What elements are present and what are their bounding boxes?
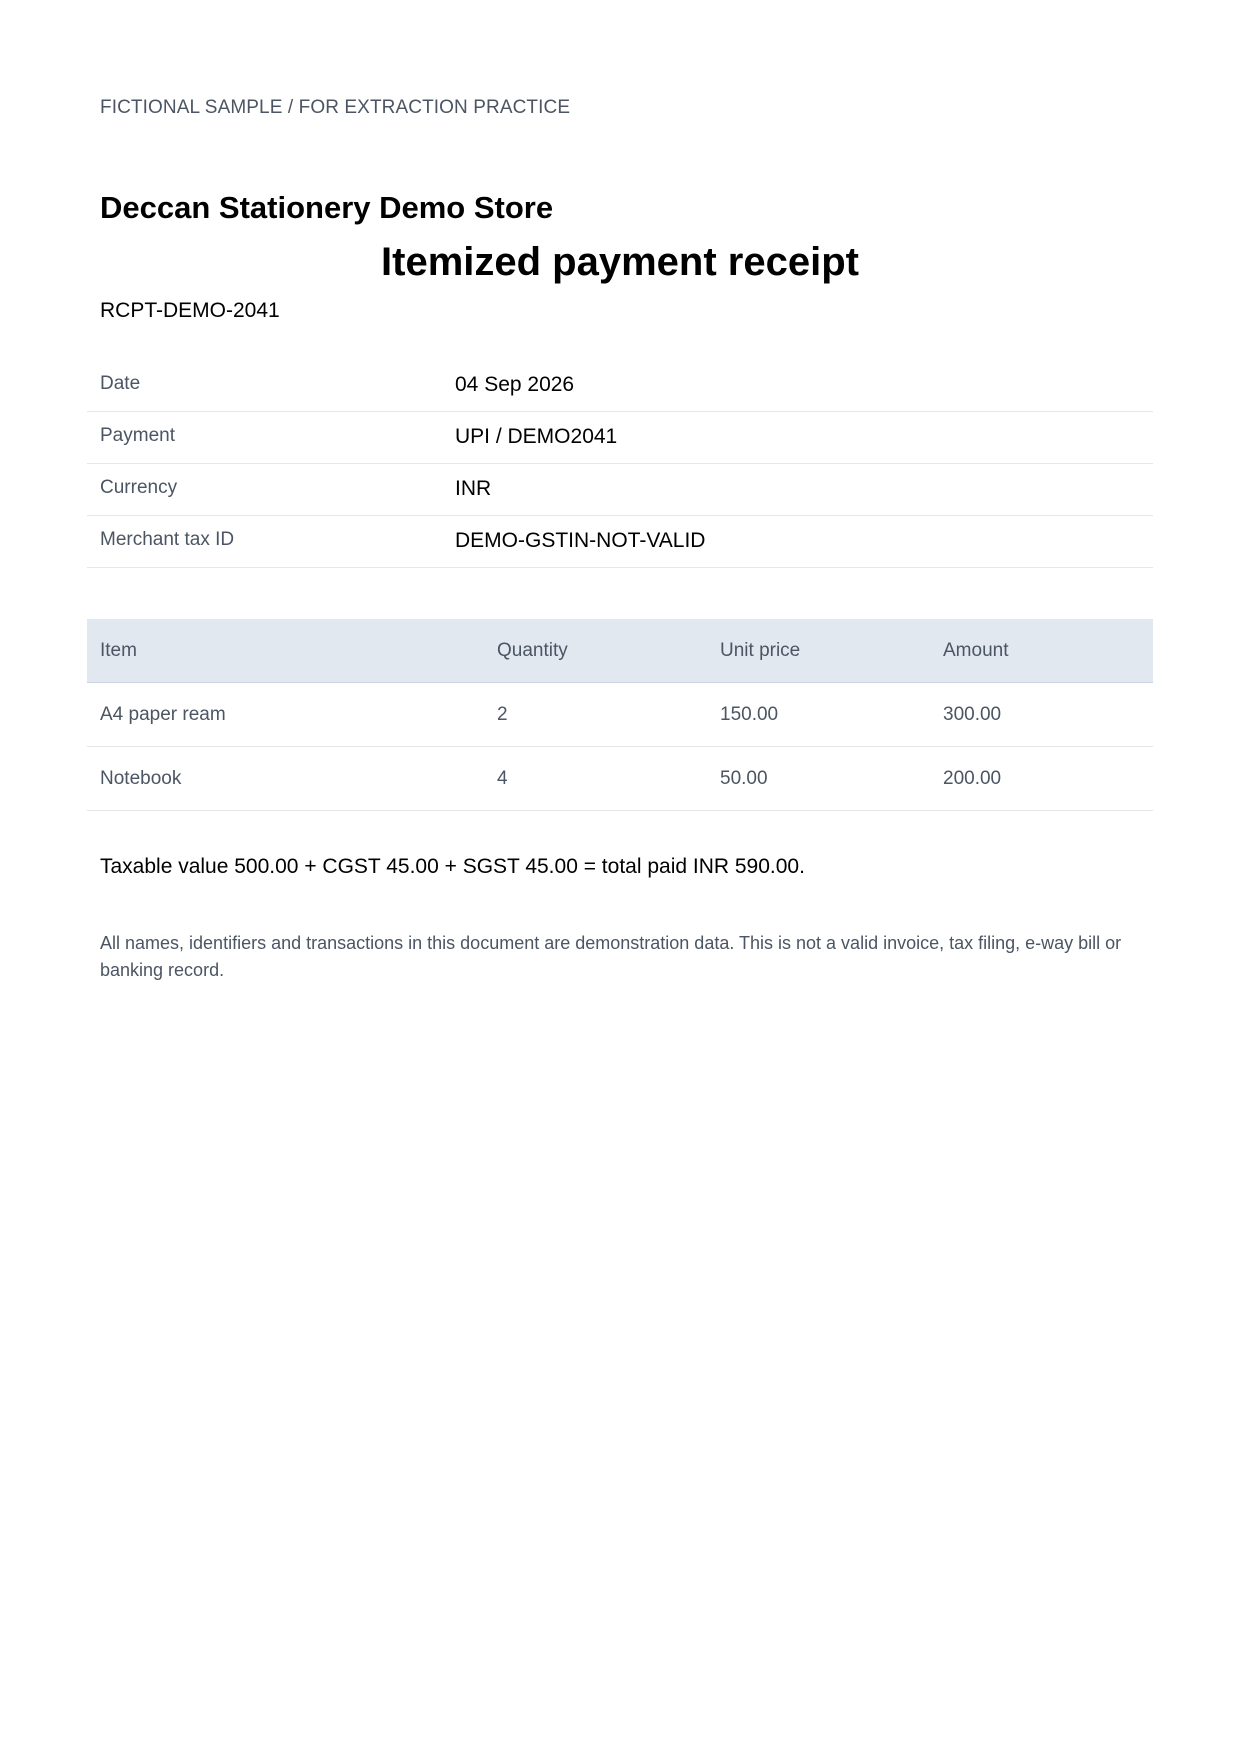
detail-label: Currency: [100, 477, 178, 498]
store-name: Deccan Stationery Demo Store: [100, 190, 554, 225]
detail-row-payment: [87, 412, 1153, 464]
table-row: [87, 683, 1153, 747]
detail-label: Date: [100, 373, 141, 394]
receipt-id: RCPT-DEMO-2041: [100, 299, 280, 322]
item-name: A4 paper ream: [100, 703, 226, 725]
items-table: [87, 619, 1153, 811]
table-row: [87, 747, 1153, 811]
column-header-amount: Amount: [943, 639, 1009, 661]
detail-row-currency: [87, 464, 1153, 516]
receipt-details: [87, 360, 1153, 568]
column-header-item: Item: [100, 639, 137, 661]
sample-banner: FICTIONAL SAMPLE / FOR EXTRACTION PRACTICE: [100, 97, 571, 118]
disclaimer-note: All names, identifiers and transactions in this document are demonstration data. This is not a valid invoice, tax filing, e-way bill or banking record.: [100, 933, 1122, 980]
detail-value: 04 Sep 2026: [455, 373, 575, 396]
items-table-header-row: [87, 619, 1153, 683]
detail-label: Payment: [100, 425, 175, 446]
detail-label: Merchant tax ID: [100, 529, 235, 550]
item-quantity: 2: [497, 703, 508, 725]
detail-row-merchant-tax-id: [87, 516, 1153, 568]
item-amount: 300.00: [943, 703, 1002, 725]
detail-row-date: [87, 360, 1153, 412]
item-quantity: 4: [497, 767, 508, 789]
column-header-unit-price: Unit price: [720, 639, 801, 661]
detail-value: INR: [455, 477, 492, 500]
item-unit-price: 50.00: [720, 767, 768, 789]
document-title: Itemized payment receipt: [381, 240, 859, 284]
item-name: Notebook: [100, 767, 182, 789]
column-header-quantity: Quantity: [497, 639, 568, 661]
payment-summary: Taxable value 500.00 + CGST 45.00 + SGST 45.00 = total paid INR 590.00.: [100, 855, 805, 878]
detail-value: UPI / DEMO2041: [455, 425, 618, 448]
detail-value: DEMO-GSTIN-NOT-VALID: [455, 529, 706, 552]
item-unit-price: 150.00: [720, 703, 779, 725]
item-amount: 200.00: [943, 767, 1002, 789]
